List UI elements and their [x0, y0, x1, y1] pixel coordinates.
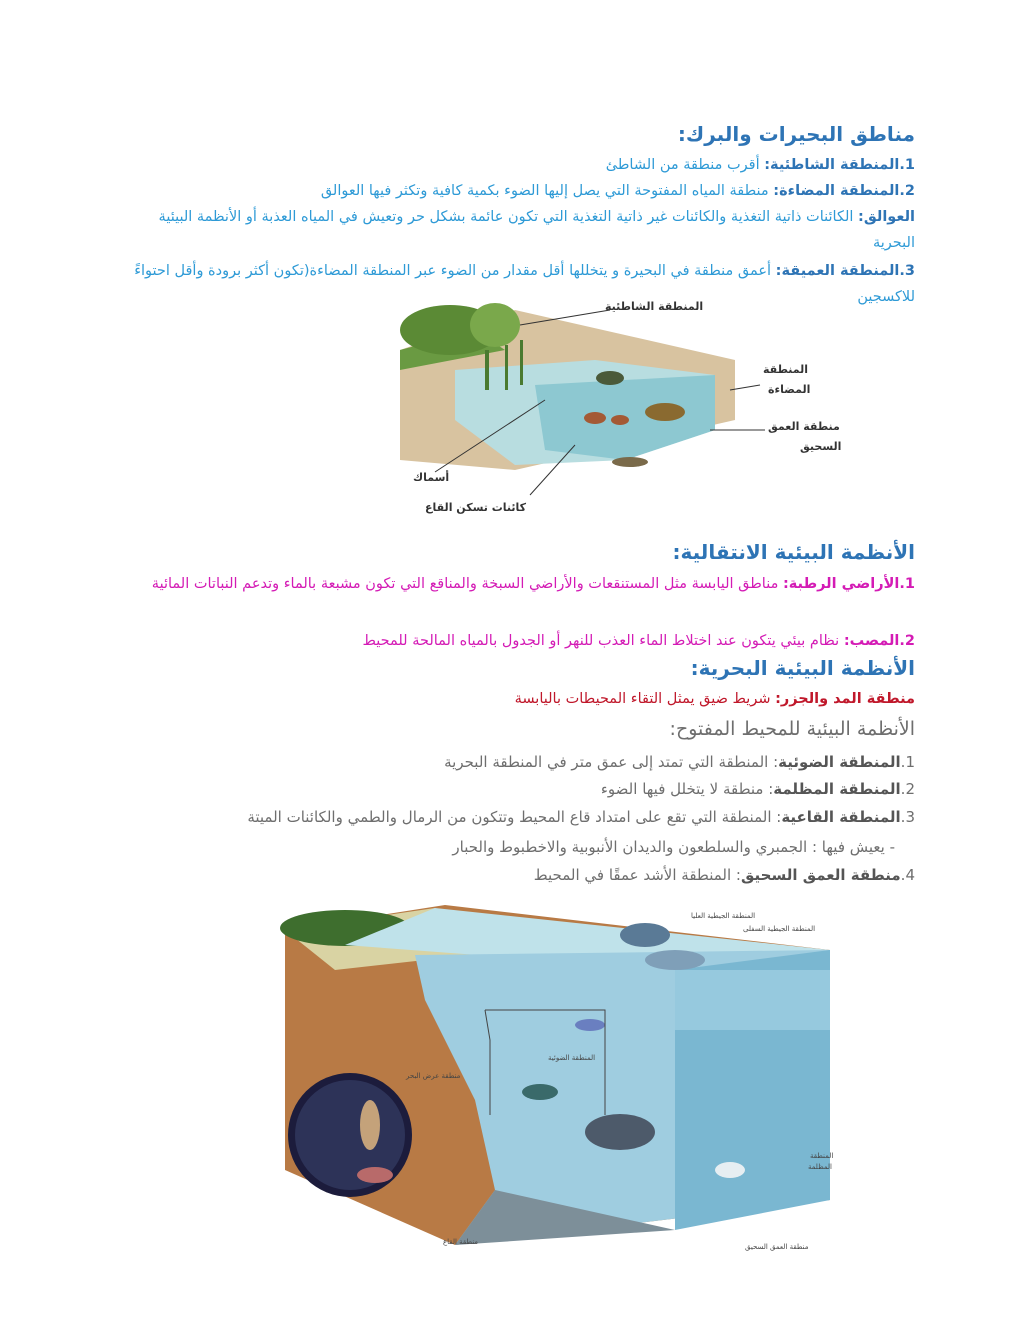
ocean-label-lower-pelagic: المنطقة الجيطية السفلى: [743, 925, 816, 933]
transitional-item-wetlands: [130, 571, 915, 597]
num-abyssal: 4.: [900, 866, 915, 884]
lake-label-profundal-1: منطقة العمق: [768, 420, 840, 433]
lake-label-littoral: المنطقة الشاطئية: [605, 300, 704, 313]
term-plankton: العوالق:: [858, 209, 915, 225]
def-plankton: الكائنات ذاتية التغذية والكائنات غير ذاتية التغذية التي تكون عائمة بشكل حر وتعيش في المياه العذبة أو الأنظمة البيئية البحرية: [158, 209, 915, 251]
def-aphotic: : منطقة لا يتخلل فيها الضوء: [600, 780, 774, 798]
lakes-heading: مناطق البحيرات والبرك:: [677, 122, 915, 146]
def-abyssal: : المنطقة الأشد عمقًا في المحيط: [533, 866, 741, 884]
lakes-item-limnetic: [130, 178, 915, 204]
def-intertidal: شريط ضيق يمثل التقاء المحيطات باليابسة: [514, 691, 776, 707]
marine-item-intertidal: [130, 686, 915, 712]
lakes-item-littoral: [130, 152, 915, 178]
ocean-label-benthic: منطقة القاع: [443, 1238, 479, 1246]
term-intertidal: منطقة المد والجزر:: [775, 691, 915, 707]
lake-label-profundal-2: السحيق: [800, 440, 842, 453]
def-profundal: أعمق منطقة في البحيرة و يتخللها أقل مقدار من الضوء عبر المنطقة المضاءة(تكون أكثر برودة وأقل احتواءً للاكسجين: [134, 263, 915, 305]
ocean-item-photic: [130, 749, 915, 775]
num-benthic: 3.: [900, 808, 915, 826]
term-aphotic: المنطقة المظلمة: [773, 780, 901, 798]
term-littoral: 1.المنطقة الشاطئية:: [764, 157, 915, 173]
def-photic: : المنطقة التي تمتد إلى عمق متر في المنطقة البحرية: [444, 753, 779, 771]
ocean-label-aphotic-1: المنطقة: [810, 1152, 834, 1160]
ocean-item-abyssal: [130, 862, 915, 888]
term-limnetic: 2.المنطقة المضاءة:: [773, 183, 915, 199]
term-abyssal: منطقة العمق السحيق: [741, 866, 901, 884]
open-ocean-heading: الأنظمة البيئية للمحيط المفتوح:: [669, 718, 915, 740]
marine-heading: الأنظمة البيئية البحرية:: [690, 656, 915, 680]
ocean-item-benthic-organisms: [130, 834, 895, 860]
transitional-item-estuary: [130, 628, 915, 654]
num-aphotic: 2.: [900, 780, 915, 798]
lake-label-benthos: كائنات تسكن القاع: [425, 501, 527, 514]
def-limnetic: منطقة المياه المفتوحة التي يصل إليها الضوء بكمية كافية وتكثر فيها العوالق: [320, 183, 774, 199]
def-benthic-organisms: - يعيش فيها : الجمبري والسلطعون والديدان الأنبوبية والاخطبوط والحبار: [452, 838, 895, 856]
term-estuary: 2.المصب:: [843, 633, 915, 649]
def-benthic: : المنطقة التي تقع على امتداد قاع المحيط وتتكون من الرمال والطمي والكائنات الميتة: [247, 808, 782, 826]
ocean-item-aphotic: [130, 776, 915, 802]
lake-leader-lines: [400, 290, 860, 510]
lake-label-limnetic-2: المضاءة: [768, 383, 811, 396]
ocean-label-aphotic-2: المظلمة: [808, 1163, 832, 1171]
lakes-item-plankton: [130, 204, 915, 256]
lake-label-limnetic-1: المنطقة: [763, 363, 809, 376]
ocean-label-intertidal: منطقة عرض البحر: [406, 1072, 461, 1080]
num-photic: 1.: [900, 753, 915, 771]
ocean-label-photic: المنطقة الضوئية: [548, 1054, 596, 1062]
term-photic: المنطقة الضوئية: [778, 753, 901, 771]
ocean-label-abyssal: منطقة العمق السحيق: [745, 1243, 809, 1251]
ocean-label-upper-pelagic: المنطقة الجيطية العليا: [691, 912, 756, 920]
ocean-illustration: [275, 900, 835, 1270]
term-wetlands: 1.الأراضي الرطبة:: [782, 576, 915, 592]
def-estuary: نظام بيئي يتكون عند اختلاط الماء العذب للنهر أو الجدول بالمياه المالحة للمحيط: [362, 633, 844, 649]
term-benthic: المنطقة القاعية: [781, 808, 901, 826]
def-littoral: أقرب منطقة من الشاطئ: [605, 157, 765, 173]
def-wetlands: مناطق اليابسة مثل المستنقعات والأراضي السبخة والمناقع التي تكون مشبعة بالماء وتدعم النباتات المائية: [151, 576, 783, 592]
ocean-item-benthic: [130, 804, 915, 830]
term-profundal: 3.المنطقة العميقة:: [775, 263, 915, 279]
lake-label-fish: أسماك: [413, 471, 450, 484]
transitional-heading: الأنظمة البيئية الانتقالية:: [672, 540, 915, 564]
